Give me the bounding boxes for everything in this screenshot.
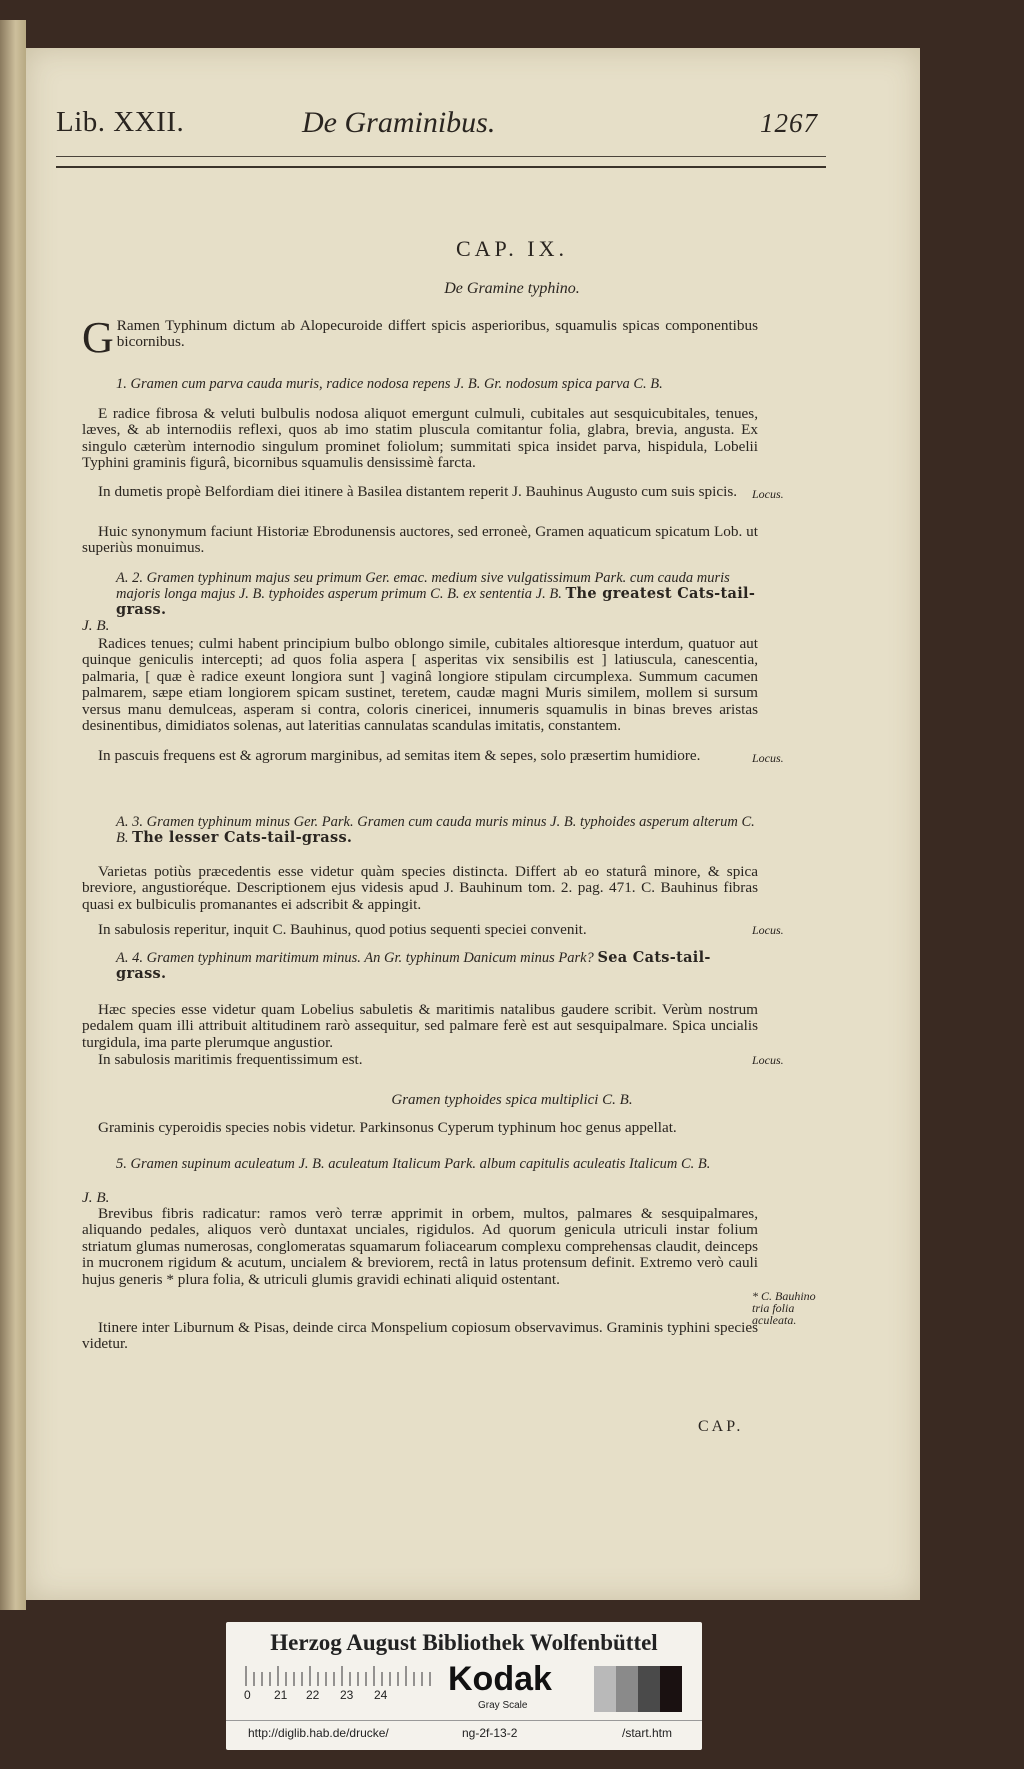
shelfmark: ng-2f-13-2 [462,1726,518,1740]
library-name: Herzog August Bibliothek Wolfenbüttel [270,1630,658,1655]
margin-note-bauhino: * C. Bauhino tria folia aculeata. [752,1289,816,1327]
intro-text: Ramen Typhinum dictum ab Alopecuroide differt spicis asperioribus, squamulis spicas componentibus bicornibus. [116,317,758,351]
section-1-synonym: Huic synonymum faciunt Historiæ Ebrodunensis auctores, sed erroneè, Gramen aquaticum spicatum Lob. ut superiùs monuimus. [82,523,758,557]
section-4-english-name: Sea Cats-tail-grass. [116,949,711,982]
section-3-description: Varietas potiùs præcedentis esse videtur quàm species distincta. Differt ab eo staturâ minore, & spica breviore, angustioréque. Descriptionem ejus videsis apud J. Bauhinum tom. 2. pag. 471. C. Bauhinus fibras quasi ex bulbiculis promanantes ei adscribit & appingit. [82,863,758,913]
gray-swatch [572,1666,594,1712]
section-1-description: E radice fibrosa & veluti bulbulis nodosa aliquot emergunt culmuli, cubitales aut sesquicubitales, tenues, læves, & ab internodiis reflexi, quos ab imo statim plusculа comitantur folia, glabra, brevia, angusta. Ex singulo cæterùm internodio singulum prominet foliolum; summitati spica insidet parva, hispidula, Lobelii Typhini graminis figurâ, bicornibus squamulis densissimè farcta. [82,405,758,472]
gray-swatch [616,1666,638,1712]
ruler-number: 21 [274,1688,288,1702]
gramen-typhoides-text: Graminis cyperoidis species nobis videtur. Parkinsonus Cyperum typhinum hoc genus appellat. [98,1119,677,1136]
card-divider [226,1720,702,1721]
gray-swatch [638,1666,660,1712]
header-rule [56,156,826,157]
section-4-location: In sabulosis maritimis frequentissimum est. [98,1051,363,1068]
section-2-heading-text: A. 2. Gramen typhinum majus seu primum Ger. emac. medium sive vulgatissimum Park. cum cauda muris majoris longa majus J. B. typhoides asperum primum C. B. ex sententia J. B. [116,570,730,602]
margin-note-locus-4: Locus. [752,1053,784,1067]
ruler-scale [244,1666,434,1686]
margin-note-locus-3: Locus. [752,923,784,937]
section-5-heading: 5. Gramen supinum aculeatum J. B. aculeatum Italicum Park. album capitulis aculeatis Italicum C. B. [116,1156,711,1172]
section-1-heading: 1. Gramen cum parva cauda muris, radice nodosa repens J. B. Gr. nodosum spica parva C. B. [116,376,663,392]
section-2-author: J. B. [82,617,110,634]
gramen-typhoides-heading: Gramen typhoides spica multiplici C. B. [391,1092,633,1108]
ruler-number: 23 [340,1688,354,1702]
section-1-location: In dumetis propè Belfordiam diei itinere à Basilea distantem reperit J. Bauhinus Augusto cum suis spicis. [98,483,738,500]
ruler-number: 22 [306,1688,320,1702]
section-2-location: In pascuis frequens est & agrorum marginibus, ad semitas item & sepes, solo præsertim humidiore. [98,747,701,764]
section-2-description: Radices tenues; culmi habent principium bulbo oblongo simile, cubitales altioresque interdum, quatuor aut quinque geniculis intercepti; ad quos folia aspera [ asperitas vix sensibilis est ] latiuscula, canescentia, palmaria, [ quæ è radice exeunt longiora sunt ] vaginâ longiore stipulam circumplexa. Summum cacumen palmarem, sæpe etiam longiorem spicam sustinet, teretem, caudæ magni Muris similem, mollem si sursum versus manu demulceas, asperam si contra, coloris cinericei, innumeris squamulis in binas breves aristas desinentibus, dimidiatos solenas, aut lateritias cannulatas scandulas imitatis, constantem. [82,635,758,735]
ruler-number: 0 [244,1688,251,1702]
section-3-heading [116,814,756,846]
running-header [56,106,826,168]
gray-swatch [660,1666,682,1712]
start-page: /start.htm [622,1726,673,1740]
chapter-subtitle: De Gramine typhino. [444,280,580,297]
kodak-logo: Kodak [448,1660,552,1698]
intro-paragraph [82,313,758,362]
library-url: http://diglib.hab.de/drucke/ [248,1726,389,1740]
section-5-location: Itinere inter Liburnum & Pisas, deinde circa Monspelium copiosum observavimus. Graminis typhini species videtur. [82,1319,758,1353]
gray-scale-label: Gray Scale [478,1700,528,1711]
section-4-heading [116,950,756,982]
gray-swatches [572,1666,682,1712]
section-2-english-name: The greatest Cats-tail-grass. [116,585,756,618]
margin-note-locus-1: Locus. [752,487,784,501]
section-3-location: In sabulosis reperitur, inquit C. Bauhinus, quod potius sequenti speciei convenit. [98,921,587,938]
section-4-description: Hæc species esse videtur quam Lobelius sabuletis & maritimis natalibus gaudere scribit. Verùm nostrum pedalem quam illi attribuit altitudinem rarò assequitur, sed palmare ferè est aut sesquipalmare. Spica uncialis turgidula, ima parte plerumque angustior. [82,1001,758,1051]
section-3-heading-text: A. 3. Gramen typhinum minus Ger. Park. Gramen cum cauda muris minus J. B. typhoides asperum alterum C. B. [116,814,755,846]
section-5-author: J. B. [82,1189,110,1206]
drop-capital: G [82,313,114,362]
section-4-heading-text: A. 4. Gramen typhinum maritimum minus. An Gr. typhinum Danicum minus Park? [116,950,594,966]
ruler-number: 24 [374,1688,388,1702]
section-5-description: Brevibus fibris radicatur: ramos verò terræ apprimit in orbem, multos, palmares & sesquipalmares, aliquando pedales, aliquos verò duntaxat unciales, rigidulos. Ad quorum genicula utriculi instar folium striatum glumas numerosas, conglomeratas squamarum foliacearum complexu comprehensas claudit, deinceps in mucronem rigidum & acutum, uncialem & breviorem, rectâ in latus protensum definit. Extremo verò cauli hujus generis * plura folia, & utriculi glumis gravidi echinati aliquid ostentant. [82,1205,758,1288]
chapter-title: CAP. IX. [455,236,569,261]
gray-swatch [594,1666,616,1712]
section-3-english-name: The lesser Cats-tail-grass. [132,829,353,846]
running-title: De Graminibus. [302,106,496,139]
page-number: 1267 [760,108,818,138]
book-number: Lib. XXII. [56,106,185,138]
section-2-heading [116,570,756,618]
margin-note-locus-2: Locus. [752,751,784,765]
catchword: CAP. [698,1418,744,1435]
library-color-card [226,1622,702,1750]
